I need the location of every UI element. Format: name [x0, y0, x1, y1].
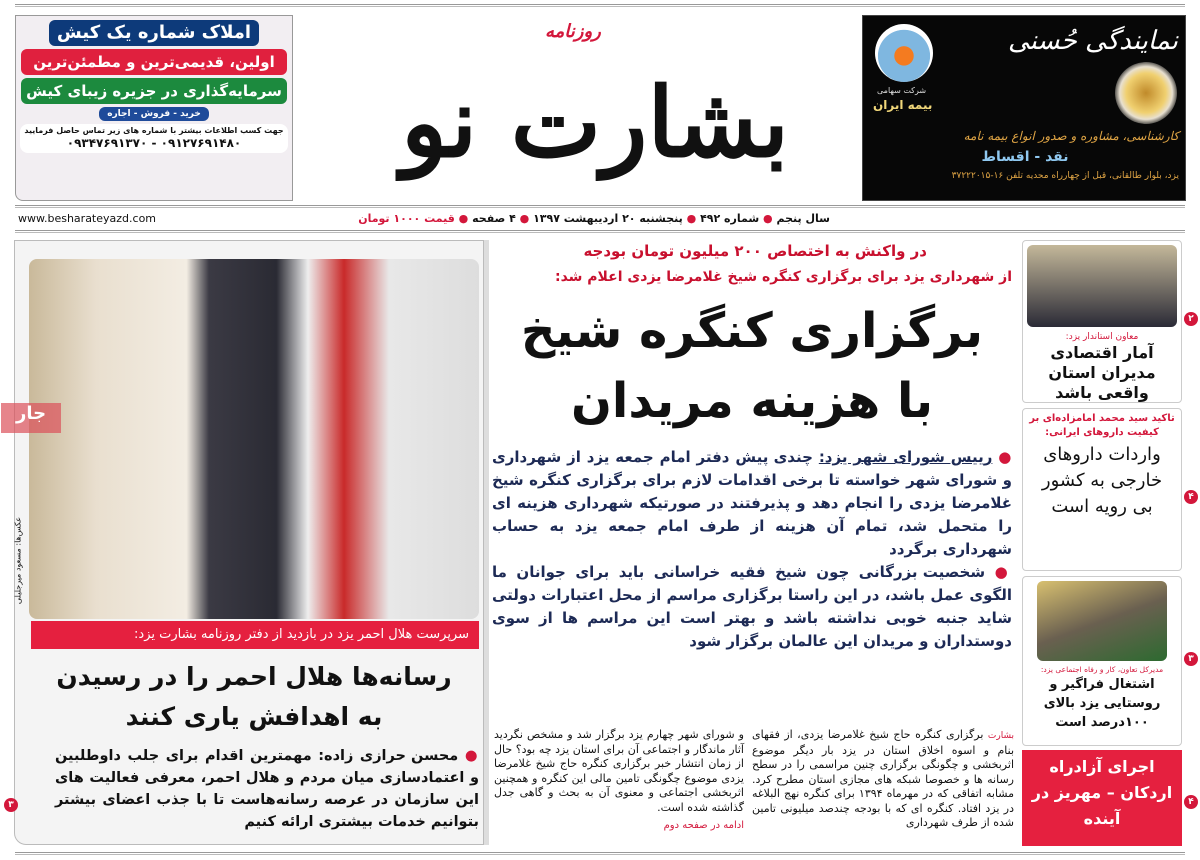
body-text: و شورای شهر چهارم یزد برگزار شد و مشخص نگردید آثار ماندگار و اجتماعی آن برای استان یزد چه بود؟ حال از زمان انتشار خبر برگزاری کنگره حاج شیخ غلامرضا یزدی موضوع چگونگی تامین مالی این کنگره و همچنین اثربخشی اجتماعی و معنوی آن به بحث و گاهی جدل گذاشته شده است.: [494, 728, 744, 814]
sidebar-story-4[interactable]: [1022, 750, 1182, 846]
masthead-label: روزنامه: [545, 21, 601, 42]
year: سال پنجم: [776, 212, 830, 225]
ad-line1: اولین، قدیمی‌ترین و مطمئن‌ترین: [21, 49, 287, 75]
page-badge: ۳: [4, 798, 18, 812]
ad-phones: ۰۹۱۲۷۶۹۱۴۸۰ - ۰۹۳۴۷۶۹۱۳۷۰: [66, 136, 242, 150]
left-headline-1: رسانه‌ها هلال احمر را در رسیدن: [56, 662, 452, 691]
sidebar-kicker-1: معاون استاندار یزد:: [1065, 332, 1139, 342]
body-column-1: [752, 728, 1014, 831]
sidebar-kicker-3: مدیرکل تعاون، کار و رفاه اجتماعی یزد:: [1040, 665, 1164, 674]
photo-caption: سرپرست هلال احمر یزد در بازدید از دفتر روزنامه بشارت یزد:: [31, 621, 479, 649]
main-kicker-1: در واکنش به اختصاص ۲۰۰ میلیون تومان بودجه: [583, 242, 927, 260]
ad-line2: سرمایه‌گذاری در جزیره زیبای کیش: [21, 78, 287, 104]
body-label: بشارت: [987, 731, 1014, 741]
issue-number: شماره ۴۹۲: [700, 212, 760, 225]
ad-right-address: یزد، بلوار طالقانی، قبل از چهارراه محدیه تلفن ۱۶-۳۷۲۲۲۰۱۵: [951, 171, 1179, 181]
date: پنجشنبه ۲۰ اردیبهشت ۱۳۹۷: [533, 212, 683, 225]
sidebar-headline-3: اشتغال فراگیر و روستایی یزد بالای ۱۰۰درصد است: [1043, 677, 1161, 730]
ad-services: خرید - فروش - اجاره: [99, 107, 209, 121]
ad-right-title: نمایندگی حُسنی: [1007, 26, 1178, 56]
info-top-rule: [15, 205, 1185, 208]
sidebar-headline-2: واردات داروهای خارجی به کشور بی رویه است: [1041, 444, 1163, 517]
main-story[interactable]: [492, 238, 1012, 653]
ad-company: بیمه ایران: [873, 98, 933, 112]
main-kicker-2: از شهرداری یزد برای برگزاری کنگره شیخ غلامرضا یزدی اعلام شد:: [554, 269, 1012, 285]
sidebar-story-3[interactable]: [1022, 576, 1182, 746]
red-crescent-visit-photo: [29, 259, 479, 619]
sidebar-photo-3: [1037, 581, 1167, 661]
page-badge: ۲: [1184, 312, 1198, 326]
left-headline: [29, 657, 479, 737]
ad-iran-insurance[interactable]: [862, 15, 1186, 201]
ad-company-small: شرکت سهامی: [877, 86, 927, 95]
continued-link[interactable]: ادامه در صفحه دوم: [663, 820, 744, 831]
ad-kish-real-estate[interactable]: [15, 15, 293, 201]
page-badge: ۴: [1184, 490, 1198, 504]
bullet-text: شخصیت بزرگانی چون شیخ فقیه خراسانی باید برای جوانان ما الگوی عمل باشد، در این راستا برگزاری مراسم از محل اعتبارات دولتی شاید جنبه خوبی نداشته باشد و بهتر است این مراسم ها از سوی دوستداران و مریدان این عالمان برگزار شود: [492, 563, 1012, 650]
bullet-source: رییس شورای شهر یزد:: [818, 448, 993, 466]
body-text: برگزاری کنگره حاج شیخ غلامرضا یزدی، از فقهای بنام و اسوه اخلاق استان در یزد بار دیگر موضوع اثربخشی و چگونگی برگزاری چنین مراسمی را در سطح رسانه ها و خصوصا شبکه های مجازی استان مطرح کرد. مشابه اتفاقی که در مهرماه ۱۳۹۴ برای کنگره نهج البلاغه در یزد افتاد. کنگره ای که با بودجه چندصد میلیونی تامین شده از طرف شهرداری: [752, 728, 1014, 829]
info-bottom-rule: [15, 230, 1185, 233]
left-story[interactable]: [14, 240, 484, 845]
iran-insurance-logo-icon: [875, 24, 933, 82]
main-bullet-2: ● شخصیت بزرگانی چون شیخ فقیه خراسانی باید برای جوانان ما الگوی عمل باشد، در این راستا برگزاری مراسم از محل اعتبارات دولتی شاید جنبه خوبی نداشته باشد و بهتر است این مراسم ها از سوی دوستداران و مریدان این عالمان برگزار شود: [492, 563, 1012, 650]
column-divider: [484, 240, 489, 845]
issue-info: سال پنجم ● شماره ۴۹۲ ● پنجشنبه ۲۰ اردیبهشت ۱۳۹۷ ● ۴ صفحه ● قیمت ۱۰۰۰ تومان: [358, 212, 830, 225]
ad-contact-note: جهت کسب اطلاعات بیشتر با شماره های زیر تماس حاصل فرمایید: [24, 126, 284, 135]
body-column-2: [494, 728, 744, 834]
bullet-text: چندی پیش دفتر امام جمعه یزد از شهرداری و شورای شهر خواسته تا برخی اقدامات لازم برای برگزاری کنگره شیخ غلامرضا یزدی را انجام دهد و پذیرفتند در صورتیکه شهرداری هزینه ای را متحمل شد، تمام آن هزینه از طرف امام جمعه یزد به حساب شهرداری برگردد: [492, 448, 1012, 558]
main-headline-2: با هزینه مریدان: [570, 373, 934, 429]
main-headline-1: برگزاری کنگره شیخ: [520, 303, 984, 359]
watermark: جار: [1, 403, 61, 433]
page-badge: ۴: [1184, 795, 1198, 809]
ad-title: املاک شماره یک کیش: [49, 20, 259, 46]
pages: ۴ صفحه: [472, 212, 516, 225]
top-rule: [15, 4, 1185, 7]
sidebar-kicker-2: تاکید سید محمد امامزاده‌ای بر کیفیت داروهای ایرانی:: [1029, 413, 1175, 438]
price: قیمت ۱۰۰۰ تومان: [358, 212, 455, 225]
masthead-logo[interactable]: [355, 18, 835, 208]
main-bullet-1: ● رییس شورای شهر یزد: چندی پیش دفتر امام جمعه یزد از شهرداری و شورای شهر خواسته تا برخی اقدامات لازم برای برگزاری کنگره شیخ غلامرضا یزدی را انجام دهد و پذیرفتند در صورتیکه شهرداری هزینه ای را متحمل شد، تمام آن هزینه از طرف امام جمعه یزد به حساب شهرداری برگردد: [492, 448, 1013, 558]
saffron-dish-image: [1115, 62, 1177, 124]
website[interactable]: www.besharateyazd.com: [18, 212, 157, 225]
bullet-text: محسن حرازی زاده: مهمترین اقدام برای جلب داوطلبین و اعتمادسازی میان مردم و هلال احمر، معرفی فعالیت های این سازمان در عرصه رسانه‌هاست تا با جذب اعضای بیشتر بتوانیم خدمات بیشتری ارائه کنیم: [55, 748, 479, 830]
page-badge: ۳: [1184, 652, 1198, 666]
sidebar-headline-1: آمار اقتصادی مدیران استان واقعی باشد: [1048, 343, 1156, 402]
ad-right-payment: نقد - اقساط: [981, 149, 1069, 165]
sidebar-photo-1: [1027, 245, 1177, 327]
masthead-name: بشارت نو: [400, 66, 790, 179]
sidebar-headline-4: اجرای آزادراه اردکان – مهریز در آینده: [1031, 757, 1173, 828]
bottom-rule: [15, 852, 1185, 855]
photo-credit: عکس‌ها: مسعود میرجلیلی: [13, 516, 23, 605]
left-bullet: ● محسن حرازی زاده: مهمترین اقدام برای جلب داوطلبین و اعتمادسازی میان مردم و هلال احمر، معرفی فعالیت های این سازمان در عرصه رسانه‌هاست تا با جذب اعضای بیشتر بتوانیم خدمات بیشتری ارائه کنیم: [55, 748, 479, 830]
sidebar-story-2[interactable]: [1022, 408, 1182, 571]
sidebar-story-1[interactable]: [1022, 240, 1182, 403]
left-headline-2: به اهدافش یاری کنند: [125, 702, 383, 731]
ad-right-services: کارشناسی، مشاوره و صدور انواع بیمه نامه: [963, 129, 1179, 143]
